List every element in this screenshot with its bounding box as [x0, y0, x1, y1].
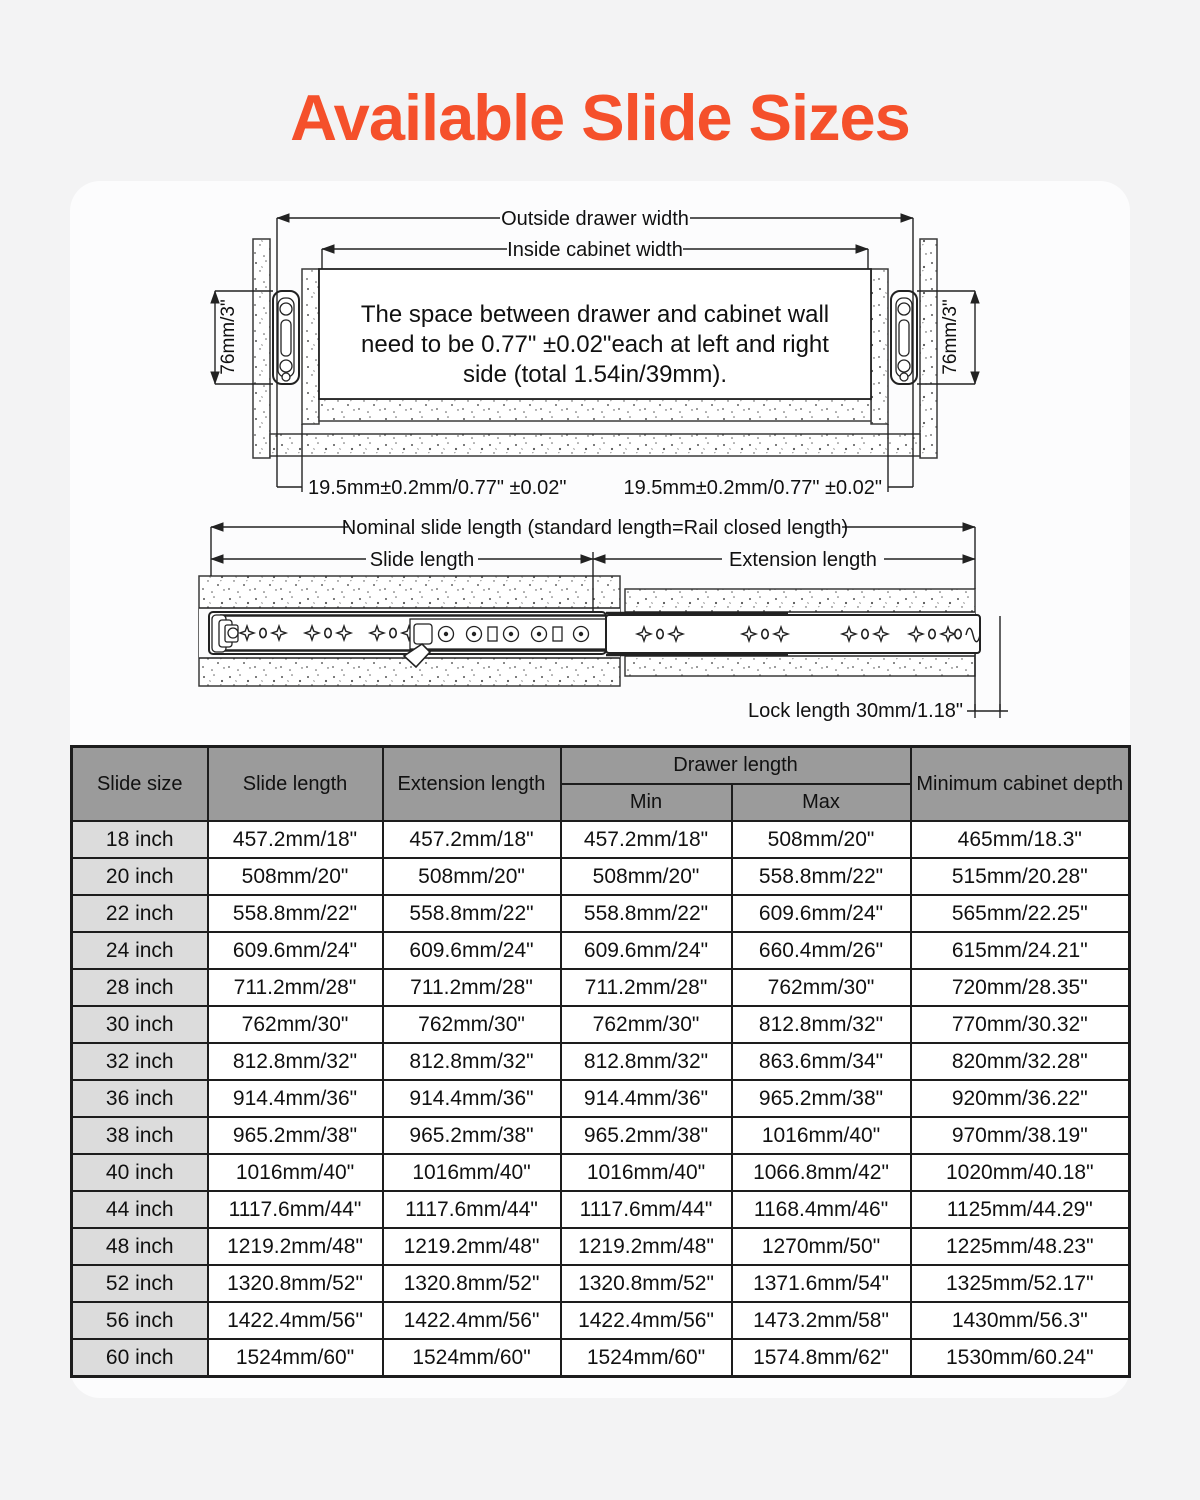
extension-rail — [606, 613, 980, 655]
table-cell: 1066.8mm/42" — [732, 1154, 911, 1191]
clearance-note-line1: The space between drawer and cabinet wall — [360, 301, 830, 328]
table-cell: 914.4mm/36" — [208, 1080, 383, 1117]
diagram-panel — [70, 181, 1130, 1398]
slide-size-cell: 18 inch — [72, 821, 208, 858]
header-extension-length: Extension length — [383, 747, 561, 822]
table-cell: 1574.8mm/62" — [732, 1339, 911, 1377]
table-cell: 1530mm/60.24" — [911, 1339, 1130, 1377]
table-cell: 660.4mm/26" — [732, 932, 911, 969]
table-cell: 1320.8mm/52" — [208, 1265, 383, 1302]
table-cell: 720mm/28.35" — [911, 969, 1130, 1006]
table-cell: 762mm/30" — [732, 969, 911, 1006]
table-cell: 508mm/20" — [732, 821, 911, 858]
header-slide-length: Slide length — [208, 747, 383, 822]
table-cell: 762mm/30" — [383, 1006, 561, 1043]
drawer-bottom-board — [319, 399, 871, 421]
table-row — [72, 1339, 1130, 1377]
slide-size-cell: 56 inch — [72, 1302, 208, 1339]
table-cell: 508mm/20" — [383, 858, 561, 895]
cabinet-bottom-board — [270, 434, 920, 456]
table-cell: 1320.8mm/52" — [383, 1265, 561, 1302]
table-cell: 1225mm/48.23" — [911, 1228, 1130, 1265]
table-cell: 465mm/18.3" — [911, 821, 1130, 858]
drawer-wall-right — [871, 269, 888, 424]
table-cell: 508mm/20" — [208, 858, 383, 895]
drawer-wall-left — [302, 269, 319, 424]
table-cell: 515mm/20.28" — [911, 858, 1130, 895]
table-cell: 457.2mm/18" — [208, 821, 383, 858]
table-cell: 1219.2mm/48" — [383, 1228, 561, 1265]
table-row — [72, 1117, 1130, 1154]
table-row — [72, 1154, 1130, 1191]
table-cell: 1016mm/40" — [732, 1117, 911, 1154]
table-row — [72, 969, 1130, 1006]
table-cell: 1524mm/60" — [208, 1339, 383, 1377]
table-cell: 812.8mm/32" — [732, 1006, 911, 1043]
slide-size-cell: 60 inch — [72, 1339, 208, 1377]
lock-length-label: Lock length 30mm/1.18" — [748, 700, 963, 722]
table-cell: 762mm/30" — [208, 1006, 383, 1043]
table-cell: 970mm/38.19" — [911, 1117, 1130, 1154]
table-cell: 558.8mm/22" — [383, 895, 561, 932]
header-drawer-length: Drawer length — [561, 747, 911, 785]
table-cell: 914.4mm/36" — [561, 1080, 732, 1117]
slide-sizes-table — [70, 745, 1131, 1378]
table-cell: 965.2mm/38" — [383, 1117, 561, 1154]
drawer-cross-section-diagram — [70, 206, 1130, 516]
table-cell: 457.2mm/18" — [383, 821, 561, 858]
cabinet-wall-left — [253, 239, 270, 458]
extension-length-label: Extension length — [729, 549, 877, 571]
slide-size-cell: 20 inch — [72, 858, 208, 895]
slide-height-label-right: 76mm/3" — [940, 299, 961, 375]
table-cell: 565mm/22.25" — [911, 895, 1130, 932]
table-cell: 1422.4mm/56" — [383, 1302, 561, 1339]
table-cell: 615mm/24.21" — [911, 932, 1130, 969]
table-cell: 812.8mm/32" — [208, 1043, 383, 1080]
table-cell: 1117.6mm/44" — [561, 1191, 732, 1228]
table-row — [72, 821, 1130, 858]
table-cell: 1020mm/40.18" — [911, 1154, 1130, 1191]
table-row — [72, 1080, 1130, 1117]
gap-label-right: 19.5mm±0.2mm/0.77" ±0.02" — [623, 477, 882, 499]
table-cell: 711.2mm/28" — [561, 969, 732, 1006]
table-row — [72, 858, 1130, 895]
nominal-length-label: Nominal slide length (standard length=Rail closed length) — [341, 517, 849, 539]
table-cell: 1430mm/56.3" — [911, 1302, 1130, 1339]
slide-size-cell: 40 inch — [72, 1154, 208, 1191]
slide-size-cell: 38 inch — [72, 1117, 208, 1154]
inside-width-label: Inside cabinet width — [507, 239, 683, 261]
table-cell: 1168.4mm/46" — [732, 1191, 911, 1228]
table-row — [72, 1228, 1130, 1265]
table-cell: 457.2mm/18" — [561, 821, 732, 858]
table-cell: 1422.4mm/56" — [561, 1302, 732, 1339]
header-drawer-min: Min — [561, 784, 732, 821]
table-cell: 1117.6mm/44" — [383, 1191, 561, 1228]
table-cell: 711.2mm/28" — [208, 969, 383, 1006]
table-cell: 920mm/36.22" — [911, 1080, 1130, 1117]
table-cell: 711.2mm/28" — [383, 969, 561, 1006]
table-cell: 1016mm/40" — [383, 1154, 561, 1191]
slide-size-cell: 24 inch — [72, 932, 208, 969]
header-drawer-max: Max — [732, 784, 911, 821]
table-row — [72, 895, 1130, 932]
table-cell: 1117.6mm/44" — [208, 1191, 383, 1228]
slide-size-cell: 36 inch — [72, 1080, 208, 1117]
table-cell: 863.6mm/34" — [732, 1043, 911, 1080]
table-row — [72, 1043, 1130, 1080]
table-cell: 1270mm/50" — [732, 1228, 911, 1265]
slide-size-cell: 30 inch — [72, 1006, 208, 1043]
table-cell: 914.4mm/36" — [383, 1080, 561, 1117]
table-cell: 1016mm/40" — [561, 1154, 732, 1191]
slide-size-cell: 32 inch — [72, 1043, 208, 1080]
slide-size-cell: 44 inch — [72, 1191, 208, 1228]
table-cell: 609.6mm/24" — [208, 932, 383, 969]
table-body — [72, 821, 1130, 1377]
table-cell: 558.8mm/22" — [732, 858, 911, 895]
table-cell: 1125mm/44.29" — [911, 1191, 1130, 1228]
table-cell: 609.6mm/24" — [732, 895, 911, 932]
outside-width-label: Outside drawer width — [501, 208, 689, 230]
table-cell: 965.2mm/38" — [732, 1080, 911, 1117]
clearance-note-line3: side (total 1.54in/39mm). — [462, 361, 728, 388]
slide-height-label-left: 76mm/3" — [218, 299, 239, 375]
slide-size-cell: 52 inch — [72, 1265, 208, 1302]
table-cell: 812.8mm/32" — [561, 1043, 732, 1080]
table-cell: 558.8mm/22" — [208, 895, 383, 932]
table-cell: 1371.6mm/54" — [732, 1265, 911, 1302]
table-cell: 1524mm/60" — [383, 1339, 561, 1377]
table-cell: 820mm/32.28" — [911, 1043, 1130, 1080]
table-row — [72, 1006, 1130, 1043]
table-cell: 1524mm/60" — [561, 1339, 732, 1377]
slide-length-diagram — [70, 516, 1130, 731]
table-cell: 1325mm/52.17" — [911, 1265, 1130, 1302]
table-row — [72, 932, 1130, 969]
clearance-note-line2: need to be 0.77" ±0.02"each at left and right — [361, 331, 829, 358]
slide-size-cell: 48 inch — [72, 1228, 208, 1265]
table-cell: 609.6mm/24" — [383, 932, 561, 969]
slide-length-label: Slide length — [369, 549, 475, 571]
slide-size-cell: 22 inch — [72, 895, 208, 932]
table-cell: 609.6mm/24" — [561, 932, 732, 969]
table-cell: 965.2mm/38" — [208, 1117, 383, 1154]
header-min-cabinet-depth: Minimum cabinet depth — [911, 747, 1130, 822]
gap-label-left: 19.5mm±0.2mm/0.77" ±0.02" — [308, 477, 567, 499]
table-cell: 1219.2mm/48" — [561, 1228, 732, 1265]
table-row — [72, 1265, 1130, 1302]
table-cell: 1320.8mm/52" — [561, 1265, 732, 1302]
table-cell: 558.8mm/22" — [561, 895, 732, 932]
table-row — [72, 1191, 1130, 1228]
table-cell: 1219.2mm/48" — [208, 1228, 383, 1265]
table-row — [72, 1302, 1130, 1339]
cabinet-wall-right — [920, 239, 937, 458]
table-cell: 812.8mm/32" — [383, 1043, 561, 1080]
page-title: Available Slide Sizes — [290, 81, 910, 154]
table-cell: 770mm/30.32" — [911, 1006, 1130, 1043]
table-cell: 508mm/20" — [561, 858, 732, 895]
table-cell: 1473.2mm/58" — [732, 1302, 911, 1339]
table-cell: 762mm/30" — [561, 1006, 732, 1043]
table-cell: 1016mm/40" — [208, 1154, 383, 1191]
header-slide-size: Slide size — [72, 747, 208, 822]
slide-size-cell: 28 inch — [72, 969, 208, 1006]
table-cell: 965.2mm/38" — [561, 1117, 732, 1154]
table-cell: 1422.4mm/56" — [208, 1302, 383, 1339]
